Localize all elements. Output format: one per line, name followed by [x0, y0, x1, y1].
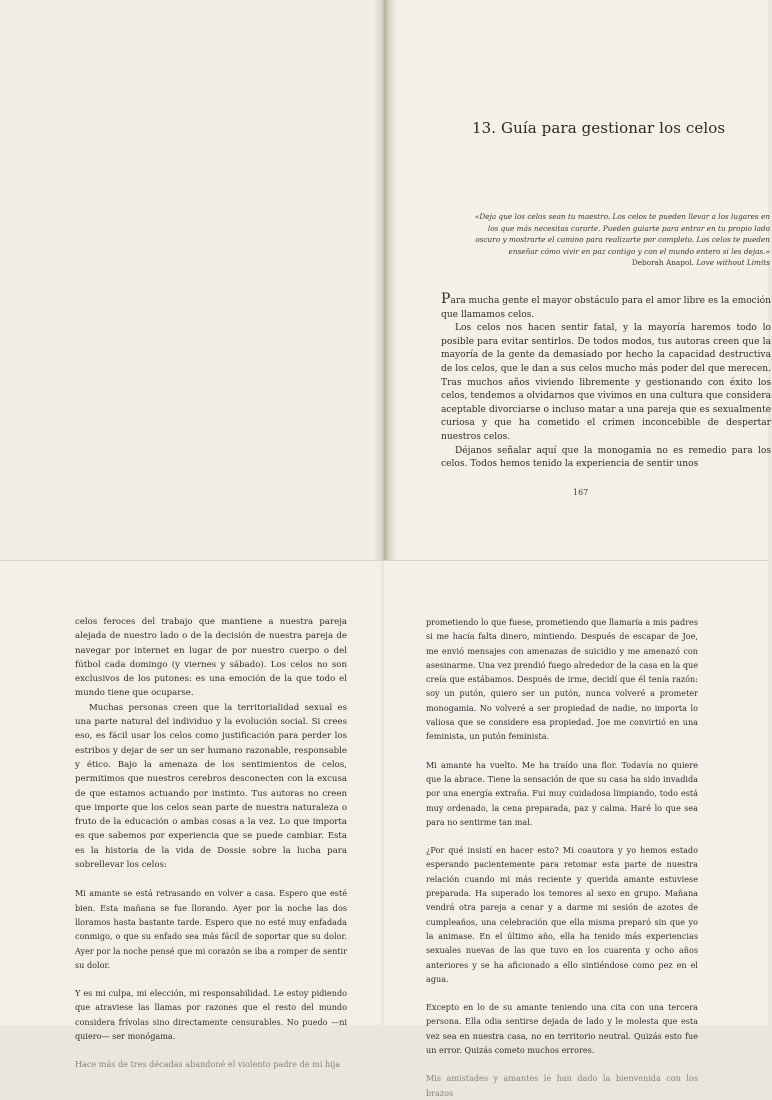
epigraph-author: Deborah Anapol.: [631, 258, 694, 268]
cut-off-line: Hace más de tres décadas abandoné el violento padre de mi hija: [75, 1059, 341, 1070]
left-text-page: [0, 561, 384, 1070]
paragraph: Déjanos señalar aquí que la monogamia no es remedio para los celos. Todos hemos tenido la experiencia de sentir unos: [441, 445, 771, 470]
epigraph: [466, 211, 770, 269]
paragraph-text: ara mucha gente el mayor obstáculo para el amor libre es la emoción que llamamos celos.: [441, 296, 771, 320]
block-quote: Mi amante ha vuelto. Me ha traído una flor. Todavía no quiere que la abrace. Tiene la sensación de que su casa ha sido invadida por una energía extraña. Fui muy cuidadosa limpiando, todo está muy ordenado, la cena preparada, paz y calma. Haré lo que sea para no sentirme tan mal.: [426, 759, 698, 827]
page-number: 167: [573, 488, 589, 497]
chapter-opening-page: [396, 0, 771, 560]
text-column: [426, 615, 698, 1100]
blank-verso-page: [0, 0, 382, 560]
chapter-body: [441, 293, 771, 472]
chapter-title: 13. Guía para gestionar los celos: [472, 119, 726, 137]
paragraph: Los celos nos hacen sentir fatal, y la mayoría haremos todo lo posible para evitar sentirlos. De todos modos, tus autoras creen que la mayoría de la gente da demasiado por hecho la capacidad destructiva de los celos, que le dan a sus celos mucho más poder del que merecen. Tras muchos años viviendo libremente y gestionando con éxito los celos, tendemos a olvidarnos que vivimos en una cultura que considera aceptable divorciarse o incluso matar a una pareja que es sexualmente curiosa y que ha cometido el crimen inconcebible de despertar nuestros celos.: [441, 323, 771, 442]
bottom-book-spread: [0, 560, 768, 1098]
text-column: [75, 615, 347, 1072]
right-text-page: [384, 561, 768, 1098]
paragraph: [441, 293, 771, 322]
block-quote: Mi amante se está retrasando en volver a casa. Espero que esté bien. Esta mañana se fue llorando. Ayer por la noche las dos lloramos hasta bastante tarde. Espero que no esté muy enfadada conmigo, o que su enfado sea más fácil de soportar que su dolor. Ayer por la noche pensé que mi corazón se iba a romper de sentir su dolor.: [75, 888, 347, 970]
block-quote: ¿Por qué insistí en hacer esto? Mi coautora y yo hemos estado esperando pacientemente para retomar esta parte de nuestra relación cuando mi más reciente y querida amante estuviese preparada. Ha superado los temores al sexo en grupo. Mañana vendrá otra pareja a cenar y a darme mi sesión de azotes de cumpleaños, una celebración que ella misma preparó sin que yo la animase. En el último año, ella ha tenido más experiencias sexuales nuevas de las que tuvo en los cuarenta y ocho años anteriores y se ha aficionado a ello sintiéndose como pez en el agua.: [426, 845, 698, 984]
cut-off-line: Mis amistades y amantes le han dado la bienvenida con los brazos: [426, 1073, 698, 1098]
block-quote: Y es mi culpa, mi elección, mi responsabilidad. Le estoy pidiendo que atraviese las llamas por razones que el resto del mundo considera frívolas sino directamente censurables. No puedo —ni quiero— ser monógama.: [75, 988, 347, 1042]
paragraph: celos feroces del trabajo que mantiene a nuestra pareja alejada de nuestro lado o de la decisión de nuestra pareja de navegar por internet en lugar de por nuestro cuerpo o del fútbol cada domingo (y viernes y sábado). Los celos no son exclusivos de los putones: es una emoción de la que todo el mundo tiene que ocuparse.: [75, 617, 347, 699]
paragraph: Muchas personas creen que la territorialidad sexual es una parte natural del individuo y la evolución social. Si crees eso, es fácil usar los celos como justificación para perder los estribos y dejar de ser un ser humano razonable, responsable y ético. Bajo la amenaza de los sentimientos de celos, permitimos que nuestros cerebros desconecten con la excusa de que estamos actuando por instinto. Tus autoras no creen que importe que los celos sean parte de nuestra naturaleza o fruto de la educación o ambas cosas a la vez. Lo que importa es que sabemos por experiencia que se puede cambiar. Esta es la historia de la vida de Dossie sobre la lucha para sobrellevar los celos:: [75, 702, 347, 871]
epigraph-quote: «Deja que los celos sean tu maestro. Los celos te pueden llevar a los lugares en los que más necesitas curarte. Pueden guiarte para entrar en tu propio lado oscuro y mostrarte el camino para realizarte por completo. Los celos te pueden enseñar cómo vivir en paz contigo y con el mundo entero si les dejas.»: [474, 212, 770, 256]
drop-cap: P: [441, 291, 451, 307]
block-quote: Excepto en lo de su amante teniendo una cita con una tercera persona. Ella odia sentirse dejada de lado y le molesta que esta vez sea en nuestra casa, no en territorio neutral. Quizás esto fue un error. Quizás cometo muchos errores.: [426, 1002, 698, 1056]
book-gutter: [374, 0, 396, 560]
block-quote: prometiendo lo que fuese, prometiendo que llamaría a mis padres si me hacía falta dinero, mintiendo. Después de escapar de Joe, me envió mensajes con amenazas de suicidio y me amenazó con asesinarme. Una vez prendió fuego alrededor de la casa en la que creía que estábamos. Después de irme, decidí que él tenía razón: soy un putón, quiero ser un putón, nunca volveré a prometer monogamia. No volveré a ser propiedad de nadie, no importa lo valiosa que se considere esa propiedad. Joe me convirtió en una feminista, un putón feminista.: [426, 617, 698, 742]
epigraph-book: Love without Limits: [696, 258, 770, 268]
